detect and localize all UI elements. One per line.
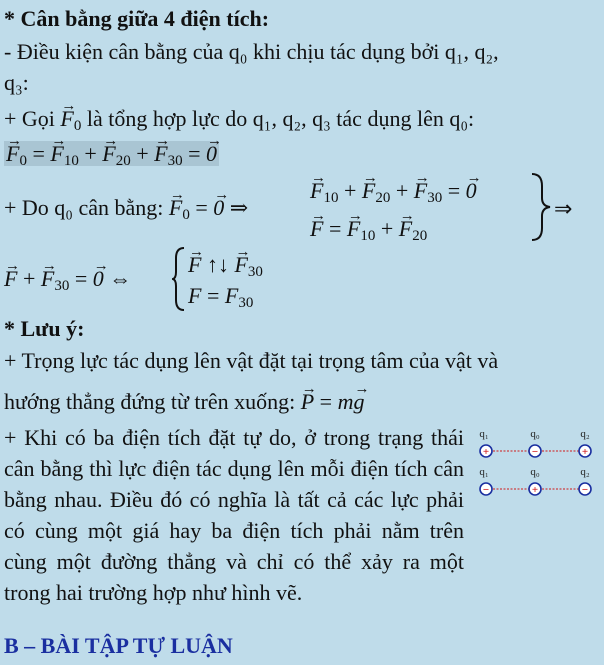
definition-prefix: + Gọi <box>4 106 61 131</box>
system-eq-2: → F = → $F_{10}$ + → $F_{20}$ <box>310 216 427 249</box>
note-gravity-text: hướng thẳng đứng từ trên xuống: <box>4 389 301 414</box>
heading-note: * Lưu ý: <box>4 316 85 341</box>
charge-label: q₂ <box>580 466 590 478</box>
charge-label: q₁ <box>479 466 489 478</box>
charge-label: q₁ <box>479 428 489 440</box>
note-gravity-line-1: + Trọng lực tác dụng lên vật đặt tại trọng tâm của vật và <box>4 348 499 373</box>
definition-line: + Gọi → $F_0$ là tổng hợp lực do q₁, q₂, q₃ tác dụng lên q₀: <box>4 106 474 139</box>
definition-suffix: là tổng hợp lực do q₁, q₂, q₃ tác dụng lên q₀: <box>81 106 475 131</box>
system-eq-1: → $F_{10}$ + → $F_{20}$ + → $F_{30}$ = → 0 <box>310 178 477 211</box>
charge-sign: − <box>482 484 490 496</box>
charge-label: q₀ <box>530 466 540 478</box>
right-brace-implies <box>530 172 586 242</box>
paragraph-three-charges: + Khi có ba điện tích đặt tự do, ở trong trạng thái cân bằng thì lực điện tác dụng lên mỗi điện tích cân bằng nhau. Điều đó có nghĩa là tất cả các lực phải có cùng một giá hay ba điện tích phải nằm trên cùng một đường thẳng và chỉ có thể xảy ra một trong hai trường hợp như hình vẽ. <box>4 425 464 605</box>
charge-label: q₀ <box>530 428 540 440</box>
charge-sign: + <box>531 484 539 496</box>
heading-equilibrium: * Cân bằng giữa 4 điện tích: <box>4 6 270 31</box>
charge-label: q₂ <box>580 428 590 440</box>
equation-f-f30: → F + → $F_{30}$ = → 0 ⇔ <box>4 266 131 299</box>
condition-line-2: q₃: <box>4 70 29 95</box>
vector-F0: → F <box>60 106 73 132</box>
note-gravity-line-2: hướng thẳng đứng từ trên xuống: → P = m→ g <box>4 389 364 415</box>
system-equal-magnitude: $F = F_{30}$ <box>188 283 254 311</box>
charge-sign: − <box>531 446 539 458</box>
charge-sign: − <box>581 484 589 496</box>
svg-text:⇒: ⇒ <box>554 196 573 221</box>
charge-sign: + <box>581 446 589 458</box>
condition-line-1: - Điều kiện cân bằng của q₀ khi chịu tác dụng bởi q₁, q₂, <box>4 39 499 64</box>
charge-sign: + <box>482 446 490 458</box>
charges-figure <box>474 424 602 500</box>
system-opposite: → F ↑↓ → $F_{30}$ <box>188 252 263 285</box>
left-brace <box>172 246 186 312</box>
balance-line: + Do q₀ cân bằng: → $F_0$ = → 0 ⇒ <box>4 195 248 228</box>
balance-prefix: + Do q₀ cân bằng: <box>4 195 169 220</box>
equation-f0-sum: → $F_0$ = → $F_{10}$ + → $F_{20}$ + → $F_{30}$ = → 0 <box>4 141 219 174</box>
section-b-title: B – BÀI TẬP TỰ LUẬN <box>4 633 233 658</box>
